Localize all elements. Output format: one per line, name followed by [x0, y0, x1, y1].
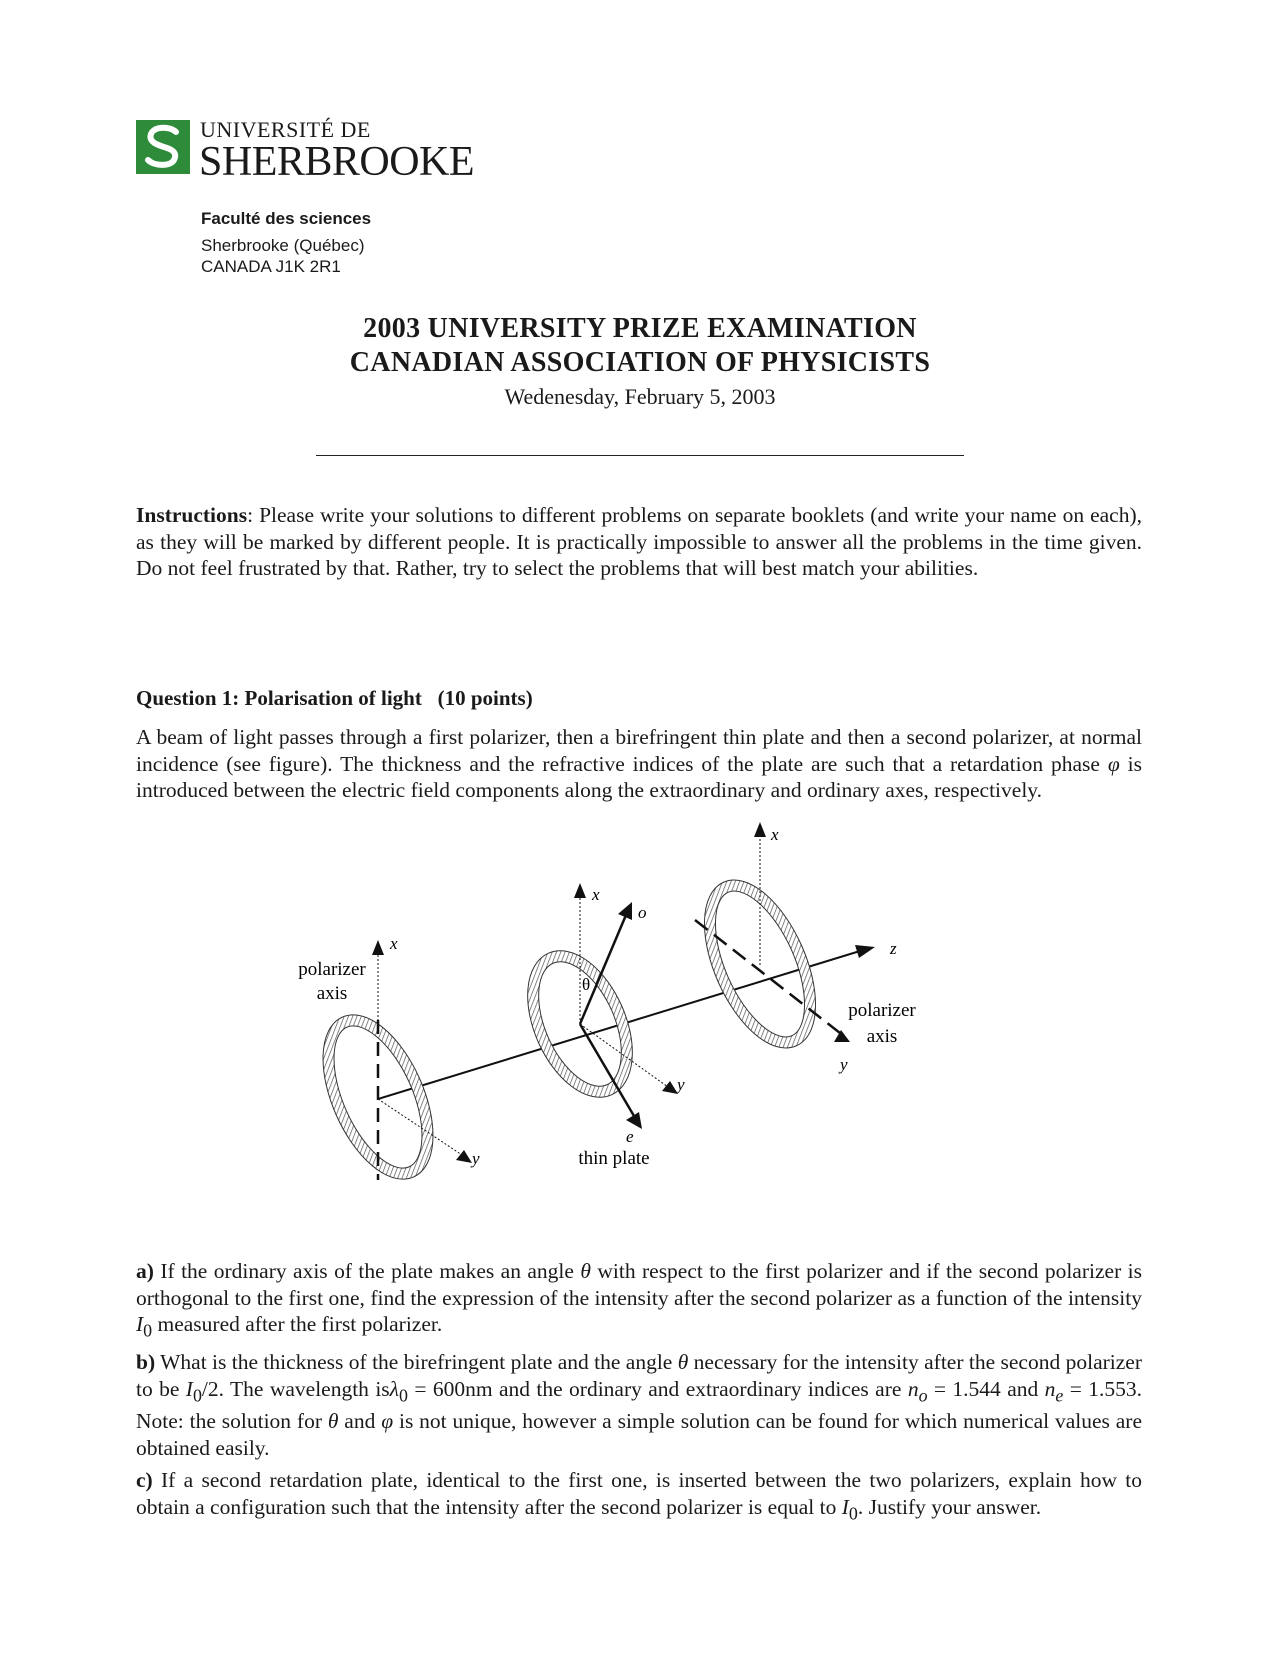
- part-b-text-3: /2. The wavelength is: [201, 1376, 390, 1401]
- exam-title-line2: CANADIAN ASSOCIATION OF PHYSICISTS: [349, 347, 931, 378]
- theta-symbol: θ: [327, 1409, 339, 1434]
- n-e-symbol: n: [1044, 1376, 1056, 1401]
- label-y-right: y: [840, 1055, 848, 1074]
- address-line2: CANADA J1K 2R1: [201, 257, 341, 276]
- part-a-text-1: If the ordinary axis of the plate makes an angle: [153, 1259, 581, 1283]
- label-x-right: x: [771, 825, 779, 844]
- n-o-subscript: o: [918, 1384, 928, 1405]
- polarizer-figure: [290, 825, 990, 1230]
- plate-x-arrowhead: [574, 883, 586, 898]
- intensity-subscript: 0: [192, 1384, 202, 1405]
- instructions: [136, 502, 1142, 582]
- label-x-left: x: [390, 934, 398, 953]
- n-o-symbol: n: [907, 1376, 919, 1401]
- part-b-text-5: = 1.544 and: [927, 1376, 1045, 1401]
- intensity-subscript: 0: [848, 1502, 858, 1523]
- intensity-symbol: I: [185, 1376, 193, 1401]
- label-theta: θ: [582, 975, 591, 994]
- part-b: [136, 1349, 1142, 1461]
- intro-text-1: A beam of light passes through a first polarizer, then a birefringent thin plate and then a second polarizer, at normal incidence (see figure). The thickness and the refractive indices of the plate are such that a retardation phase: [136, 725, 1142, 776]
- intro-text-2: is introduced between the electric field components along the extraordinary and ordinary axes, respectively.: [136, 751, 1142, 802]
- phi-symbol: φ: [381, 1409, 394, 1434]
- label-z: z: [890, 939, 897, 958]
- exam-title: [0, 312, 1280, 412]
- part-b-text-4: = 600nm and the ordinary and extraordinary indices are: [407, 1376, 908, 1401]
- question-heading: Question 1: Polarisation of light (10 points): [136, 686, 533, 710]
- part-a-text-3: measured after the first polarizer.: [152, 1312, 443, 1336]
- part-c-label: c): [136, 1468, 153, 1492]
- intensity-subscript: 0: [143, 1320, 153, 1341]
- part-a: [136, 1258, 1142, 1344]
- lambda-symbol: λ: [389, 1376, 399, 1401]
- label-x-plate: x: [592, 885, 600, 904]
- label-polarizer-left-1: polarizer: [298, 959, 366, 980]
- instructions-text: : Please write your solutions to different problems on separate booklets (and write your name on each), as they will be marked by different people. It is practically impossible to answer all the problems in the time given. Do not feel frustrated by that. Rather, try to select the problems that will best match your abilities.: [136, 503, 1142, 580]
- first-y-arrowhead: [456, 1150, 472, 1163]
- title-divider: [316, 455, 964, 456]
- label-thin-plate: thin plate: [578, 1148, 650, 1169]
- label-polarizer-right-2: axis: [866, 1026, 898, 1047]
- faculty-name: Faculté des sciences: [201, 209, 372, 228]
- part-b-text-7: and: [338, 1409, 382, 1434]
- intensity-symbol: I: [841, 1494, 849, 1519]
- lambda-subscript: 0: [398, 1384, 408, 1405]
- part-c-text-1: If a second retardation plate, identical to the first one, is inserted between the two polarizers, explain how to obtain a configuration such that the intensity after the second polarizer is equal to: [136, 1468, 1142, 1519]
- part-b-text-6: = 1.553. Note: the solution for: [136, 1376, 1142, 1434]
- logo-mark: [136, 120, 190, 174]
- plate-y-arrowhead: [662, 1081, 678, 1094]
- exam-date: Wedenesday, February 5, 2003: [504, 384, 776, 409]
- part-c-text-2: . Justify your answer.: [857, 1494, 1042, 1519]
- second-x-arrowhead: [754, 822, 766, 837]
- sherbrooke-s-icon: [136, 120, 190, 174]
- part-b-label: b): [136, 1350, 156, 1374]
- label-polarizer-left-2: axis: [316, 983, 348, 1004]
- part-b-text-2: necessary for the intensity after the second polarizer to be: [136, 1350, 1142, 1401]
- theta-symbol: θ: [677, 1350, 689, 1374]
- label-o: o: [638, 903, 647, 922]
- theta-symbol: θ: [580, 1259, 591, 1283]
- first-x-arrowhead: [372, 940, 384, 955]
- exam-title-line1: 2003 UNIVERSITY PRIZE EXAMINATION: [363, 313, 917, 344]
- part-a-label: a): [136, 1259, 154, 1283]
- label-y-left: y: [472, 1149, 480, 1168]
- label-e: e: [626, 1127, 634, 1146]
- label-y-plate: y: [677, 1075, 685, 1094]
- z-arrowhead: [855, 945, 875, 958]
- instructions-label: Instructions: [136, 503, 248, 527]
- part-a-text-2: with respect to the first polarizer and if the second polarizer is orthogonal to the first one, find the expression of the intensity after the second polarizer as a function of the intensity: [136, 1259, 1142, 1310]
- part-b-text-1: What is the thickness of the birefringent plate and the angle: [155, 1350, 678, 1374]
- second-polarizer-arrowhead: [834, 1030, 850, 1042]
- university-name-line1: UNIVERSITÉ DE: [200, 117, 371, 142]
- intensity-symbol: I: [136, 1312, 144, 1336]
- question-intro: [136, 724, 1142, 804]
- part-c: [136, 1467, 1142, 1526]
- faculty-address: [201, 208, 371, 277]
- n-e-subscript: e: [1055, 1384, 1064, 1405]
- part-b-text-8: is not unique, however a simple solution can be found for which numerical values are obtained easily.: [136, 1409, 1143, 1460]
- address-line1: Sherbrooke (Québec): [201, 236, 365, 255]
- university-name-line2: SHERBROOKE: [199, 139, 475, 185]
- label-polarizer-right-1: polarizer: [848, 1000, 916, 1021]
- phi-symbol: φ: [1107, 751, 1120, 776]
